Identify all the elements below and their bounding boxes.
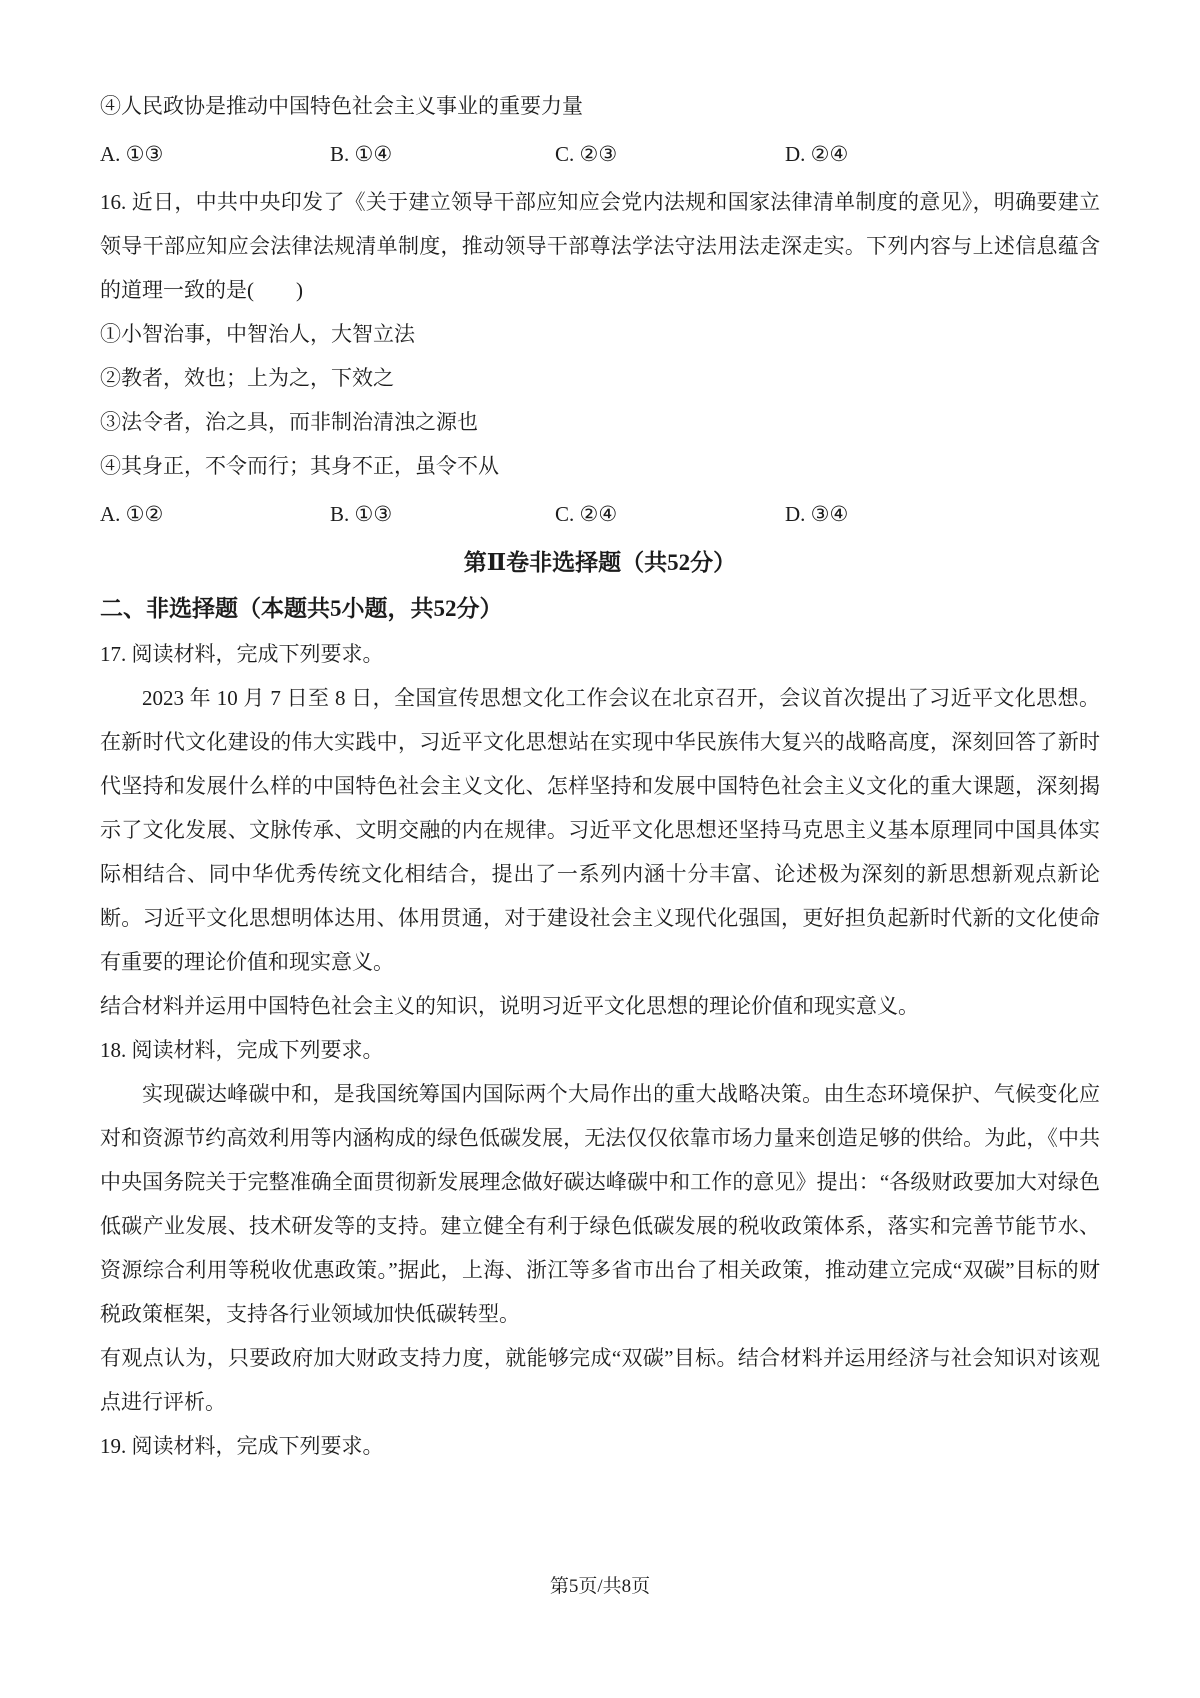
- q16-choice-d: D. ③④: [785, 502, 849, 526]
- q19-lead: 19. 阅读材料，完成下列要求。: [100, 1434, 384, 1458]
- q16-answer-choices: [100, 492, 1100, 536]
- q18-material: 实现碳达峰碳中和，是我国统筹国内国际两个大局作出的重大战略决策。由生态环境保护、气候变化应对和资源节约高效利用等内涵构成的绿色低碳发展，无法仅仅依靠市场力量来创造足够的供给。为此，《中共中央国务院关于完整准确全面贯彻新发展理念做好碳达峰碳中和工作的意见》提出：“各级财政要加大对绿色低碳产业发展、技术研发等的支持。建立健全有利于绿色低碳发展的税收政策体系，落实和完善节能节水、资源综合利用等税收优惠政策。”据此，上海、浙江等多省市出台了相关政策，推动建立完成“双碳”目标的财税政策框架，支持各行业领域加快低碳转型。: [100, 1082, 1100, 1326]
- q15-choice-d: D. ②④: [785, 142, 849, 166]
- q16-choice-b: B. ①③: [330, 502, 393, 526]
- q16-choice-c: C. ②④: [555, 502, 618, 526]
- q15-choice-c: C. ②③: [555, 142, 618, 166]
- q16-option-2: ②教者，效也；上为之，下效之: [100, 366, 394, 390]
- q18-task: 有观点认为，只要政府加大财政支持力度，就能够完成“双碳”目标。结合材料并运用经济与社会知识对该观点进行评析。: [100, 1346, 1100, 1414]
- section2-title: 第Ⅱ卷非选择题（共52分）: [463, 550, 737, 575]
- q15-answer-choices: [100, 132, 1100, 176]
- q15-choice-b: B. ①④: [330, 142, 393, 166]
- q16-option-4: ④其身正，不令而行；其身不正，虽令不从: [100, 454, 499, 478]
- q17-lead: 17. 阅读材料，完成下列要求。: [100, 642, 384, 666]
- q16-stem: 16. 近日，中共中央印发了《关于建立领导干部应知应会党内法规和国家法律清单制度的意见》，明确要建立领导干部应知应会法律法规清单制度，推动领导干部尊法学法守法用法走深走实。下列内容与上述信息蕴含的道理一致的是( ): [100, 190, 1100, 302]
- q18-lead: 18. 阅读材料，完成下列要求。: [100, 1038, 384, 1062]
- q17-task: 结合材料并运用中国特色社会主义的知识，说明习近平文化思想的理论价值和现实意义。: [100, 994, 919, 1018]
- q15-option-4: ④人民政协是推动中国特色社会主义事业的重要力量: [100, 94, 583, 118]
- q15-choice-a: A. ①③: [100, 142, 164, 166]
- section2-subtitle: 二、非选择题（本题共5小题，共52分）: [100, 596, 503, 621]
- q17-material: 2023 年 10 月 7 日至 8 日，全国宣传思想文化工作会议在北京召开，会议首次提出了习近平文化思想。在新时代文化建设的伟大实践中，习近平文化思想站在实现中华民族伟大复兴的战略高度，深刻回答了新时代坚持和发展什么样的中国特色社会主义文化、怎样坚持和发展中国特色社会主义文化的重大课题，深刻揭示了文化发展、文脉传承、文明交融的内在规律。习近平文化思想还坚持马克思主义基本原理同中国具体实际相结合、同中华优秀传统文化相结合，提出了一系列内涵十分丰富、论述极为深刻的新思想新观点新论断。习近平文化思想明体达用、体用贯通，对于建设社会主义现代化强国，更好担负起新时代新的文化使命有重要的理论价值和现实意义。: [100, 686, 1100, 974]
- page-footer: 第5页/共8页: [549, 1576, 651, 1597]
- q16-option-3: ③法令者，治之具，而非制治清浊之源也: [100, 410, 478, 434]
- q16-option-1: ①小智治事，中智治人，大智立法: [100, 322, 415, 346]
- q16-choice-a: A. ①②: [100, 502, 164, 526]
